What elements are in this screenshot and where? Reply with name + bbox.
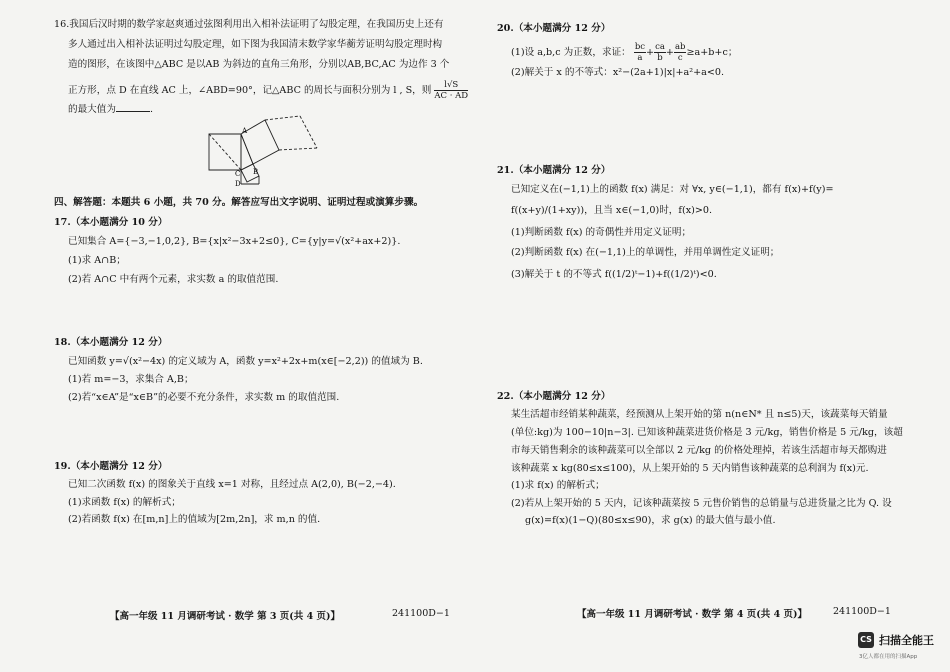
q20-line-1: (1)设 a,b,c 为正数，求证： $\frac{bc}{a}$ + $\frac{ca}{b}$ + $\frac{ab}{c}$ ≥a+b+c； bbox=[511, 42, 738, 63]
label-A: A bbox=[242, 127, 248, 135]
left-page-code: 241100D−1 bbox=[392, 608, 450, 619]
q19-line-2: (1)求函数 f(x) 的解析式； bbox=[68, 497, 181, 508]
q19-title: 19.（本小题满分 12 分） bbox=[54, 461, 168, 472]
right-page bbox=[475, 0, 950, 672]
q20-line-2: (2)解关于 x 的不等式：x²−(2a+1)|x|+a²+a<0. bbox=[511, 67, 725, 78]
q21-line-3: (1)判断函数 f(x) 的奇偶性并用定义证明； bbox=[511, 227, 692, 238]
label-C: C bbox=[235, 170, 241, 178]
section-4-heading: 四、解答题：本题共 6 小题，共 70 分。解答应写出文字说明、证明过程或演算步骤。 bbox=[54, 197, 424, 208]
logo-name: 扫描全能王 bbox=[879, 634, 934, 647]
label-B: B bbox=[253, 168, 259, 176]
q22-title: 22.（本小题满分 12 分） bbox=[497, 391, 611, 402]
q22-line-5: (1)求 f(x) 的解析式； bbox=[511, 480, 605, 491]
q17-line-3: (2)若 A∩C 中有两个元素，求实数 a 的取值范围. bbox=[68, 274, 279, 285]
q16-line-1: 16.我国后汉时期的数学家赵爽通过弦图利用出入相补法证明了勾股定理，在我国历史上还有 bbox=[54, 19, 444, 30]
q21-line-1: 已知定义在(−1,1)上的函数 f(x) 满足：对 ∀x, y∈(−1,1)，都有 f(x)+f(y)= bbox=[511, 184, 834, 195]
q18-title: 18.（本小题满分 12 分） bbox=[54, 337, 168, 348]
q21-line-2: f((x+y)/(1+xy))，且当 x∈(−1,0)时，f(x)>0. bbox=[511, 205, 713, 216]
q16-line-5: 的最大值为 . bbox=[68, 104, 154, 115]
scanner-logo bbox=[858, 630, 948, 670]
answer-blank bbox=[116, 103, 150, 112]
q22-line-7: g(x)=f(x)(1−Q)(80≤x≤90)，求 g(x) 的最大值与最小值. bbox=[525, 515, 776, 526]
q22-line-3: 市每天销售剩余的该种蔬菜可以全部以 2 元/kg 的价格处理掉，若该生活超市每天都购进 bbox=[511, 445, 887, 456]
q21-line-5: (3)解关于 t 的不等式 f((1/2)ᵗ−1)+f((1/2)ᵗ)<0. bbox=[511, 269, 717, 280]
q18-line-2: (1)若 m=−3，求集合 A,B； bbox=[68, 374, 194, 385]
q16-fraction: $\frac{l√S}{AC \cdot AD}$ bbox=[434, 80, 469, 101]
logo-tagline: 3亿人都在用的扫描App bbox=[859, 654, 918, 660]
q22-line-6: (2)若从上架开始的 5 天内，记该种蔬菜按 5 元售价销售的总销量与总进货量之比为 Q. 设 bbox=[511, 498, 892, 509]
q16-line-2: 多人通过出入相补法证明过勾股定理，如下图为我国清末数学家华蘅芳证明勾股定理时构 bbox=[68, 39, 443, 50]
q17-line-2: (1)求 A∩B； bbox=[68, 255, 126, 266]
right-page-code: 241100D−1 bbox=[833, 606, 891, 617]
q19-line-3: (2)若函数 f(x) 在[m,n]上的值域为[2m,2n]，求 m,n 的值. bbox=[68, 514, 321, 525]
cs-logo-icon: CS bbox=[858, 632, 874, 648]
q22-line-1: 某生活超市经销某种蔬菜，经预测从上架开始的第 n(n∈N* 且 n≤5)天，该蔬菜每天销量 bbox=[511, 409, 888, 420]
q21-title: 21.（本小题满分 12 分） bbox=[497, 165, 611, 176]
q16-line-3: 造的图形，在该图中△ABC 是以AB 为斜边的直角三角形，分别以AB,BC,AC 为边作 3 个 bbox=[68, 59, 450, 70]
q18-line-3: (2)若“x∈A”是“x∈B”的必要不充分条件，求实数 m 的取值范围. bbox=[68, 392, 340, 403]
label-D: D bbox=[235, 180, 241, 188]
q21-line-4: (2)判断函数 f(x) 在(−1,1)上的单调性，并用单调性定义证明； bbox=[511, 247, 780, 258]
q22-line-2: (单位:kg)为 100−10|n−3|. 已知该种蔬菜进货价格是 3 元/kg，销售价格是 5 元/kg，该超 bbox=[511, 427, 903, 438]
q16-line-4: 正方形，点 D 在直线 AC 上，∠ABD=90°，记△ABC 的周长与面积分别为 l , S，则 $\frac{l√S}{AC \cdot AD}$ bbox=[68, 80, 469, 101]
q17-line-1: 已知集合 A={−3,−1,0,2}, B={x|x²−3x+2≤0}, C={y|y=√(x²+ax+2)}. bbox=[68, 236, 401, 247]
q22-line-4: 该种蔬菜 x kg(80≤x≤100)，从上架开始的 5 天内销售该种蔬菜的总利润为 f(x)元. bbox=[511, 463, 869, 474]
q17-title: 17.（本小题满分 10 分） bbox=[54, 217, 168, 228]
q20-title: 20.（本小题满分 12 分） bbox=[497, 23, 611, 34]
q19-line-1: 已知二次函数 f(x) 的图象关于直线 x=1 对称，且经过点 A(2,0), B(−2,−4). bbox=[68, 479, 396, 490]
pythagorean-figure bbox=[195, 112, 325, 192]
left-footer: 【高一年级 11 月调研考试 · 数学 第 3 页(共 4 页)】 bbox=[110, 611, 341, 622]
right-footer: 【高一年级 11 月调研考试 · 数学 第 4 页(共 4 页)】 bbox=[577, 609, 808, 620]
q18-line-1: 已知函数 y=√(x²−4x) 的定义域为 A，函数 y=x²+2x+m(x∈[−2,2)) 的值域为 B. bbox=[68, 356, 423, 367]
